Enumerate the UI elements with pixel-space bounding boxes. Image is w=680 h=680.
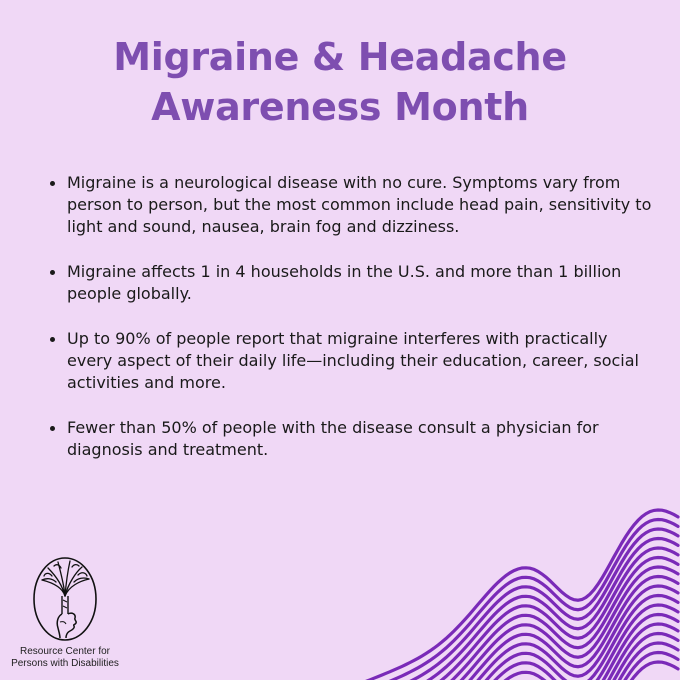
fact-text: Migraine affects 1 in 4 households in the U.S. and more than 1 billion people globally. (67, 262, 622, 303)
fact-text: Fewer than 50% of people with the disease consult a physician for diagnosis and treatment. (67, 418, 599, 459)
page-title (0, 32, 680, 132)
title-line-1: Migraine & Headache (113, 35, 567, 79)
title-line-2: Awareness Month (151, 85, 529, 129)
organization-name-line-2: Persons with Disabilities (11, 658, 119, 669)
fact-item-1 (67, 172, 657, 238)
organization-name (0, 646, 130, 670)
fact-text: Up to 90% of people report that migraine interferes with practically every aspect of their daily life—including their education, career, social activities and more. (67, 329, 639, 392)
fact-text: Migraine is a neurological disease with no cure. Symptoms vary from person to person, but the most common include head pain, sensitivity to light and sound, nausea, brain fog and dizziness. (67, 173, 652, 236)
bullet-dot (50, 426, 55, 431)
fact-item-4 (67, 417, 657, 461)
organization-name-line-1: Resource Center for (19, 646, 111, 657)
fact-list (67, 172, 657, 484)
bullet-dot (50, 270, 55, 275)
fact-item-2 (67, 261, 657, 305)
bullet-dot (50, 337, 55, 342)
tree-face-oval-icon (32, 556, 98, 642)
bullet-dot (50, 181, 55, 186)
fact-item-3 (67, 328, 657, 394)
